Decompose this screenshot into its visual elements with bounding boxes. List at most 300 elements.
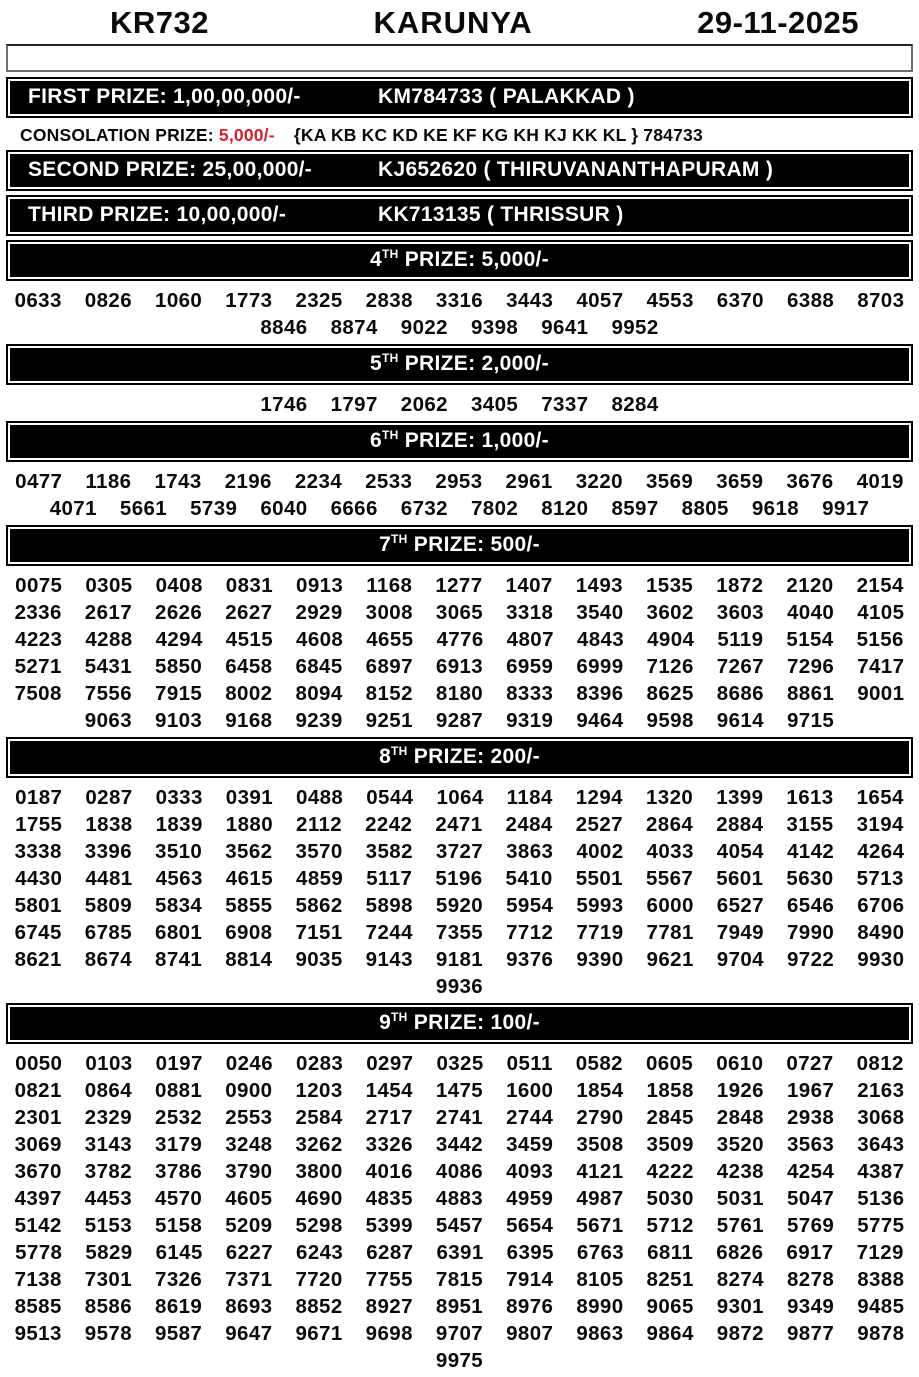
ticket-number: 9319 [506,709,554,732]
redacted-box [6,44,913,72]
ticket-number: 9103 [155,709,203,732]
ticket-number: 6040 [260,497,308,520]
ticket-number: 6527 [716,894,764,917]
ticket-number: 5410 [505,867,553,890]
ticket-number: 2163 [857,1079,905,1102]
ticket-number: 4959 [506,1187,554,1210]
ticket-number: 1880 [225,813,274,836]
third-prize-winner: KK713135 ( THRISSUR ) [378,203,624,226]
tier-6th-header [10,425,909,458]
ticket-number: 3509 [646,1133,694,1156]
ticket-number: 1277 [435,574,483,597]
tier-numbers [0,285,919,344]
ticket-number: 1535 [645,574,694,597]
number-row [0,784,919,811]
ticket-number: 9722 [786,948,835,971]
ticket-number: 6999 [576,655,624,678]
ticket-number: 8621 [14,948,62,971]
ticket-number: 9698 [365,1322,413,1345]
ticket-number: 9143 [365,948,413,971]
tier-5th-header [10,348,909,381]
ticket-number: 7244 [365,921,413,944]
consolation-series: {KA KB KC KD KE KF KG KH KJ KK KL } 784733 [293,125,703,145]
ticket-number: 3570 [295,840,343,863]
ticket-number: 8990 [576,1295,624,1318]
ticket-number: 3220 [575,470,623,493]
ticket-number: 6706 [857,894,905,917]
ticket-number: 6745 [14,921,62,944]
ticket-number: 8490 [857,921,905,944]
tier-ordinal: 9 [379,1011,392,1034]
ticket-number: 7781 [646,921,694,944]
ticket-number: 4054 [716,840,764,863]
number-row [0,1212,919,1239]
ticket-number: 3008 [365,601,413,624]
ticket-number: 1064 [436,786,484,809]
tier-numbers [0,782,919,1003]
second-prize-winner: KJ652620 ( THIRUVANANTHAPURAM ) [378,158,774,181]
ticket-number: 0325 [436,1052,484,1075]
ticket-number: 9877 [786,1322,835,1345]
ticket-number: 0297 [366,1052,414,1075]
ticket-number: 4883 [435,1187,484,1210]
second-prize-label: SECOND PRIZE: 25,00,000/- [28,158,313,181]
ticket-number: 4105 [857,601,905,624]
ticket-number: 7556 [84,682,133,705]
ticket-number: 1755 [15,813,63,836]
number-row [0,599,919,626]
first-prize-winner: KM784733 ( PALAKKAD ) [378,85,635,108]
ticket-number: 0913 [296,574,344,597]
ticket-number: 1168 [366,574,413,597]
ticket-number: 3800 [295,1160,343,1183]
ticket-number: 5047 [786,1187,835,1210]
ticket-number: 5501 [575,867,623,890]
ticket-number: 4222 [646,1160,694,1183]
ticket-number: 9181 [435,948,484,971]
ticket-number: 7815 [435,1268,484,1291]
ticket-number: 5993 [576,894,624,917]
ticket-number: 8396 [576,682,624,705]
ticket-number: 6458 [225,655,273,678]
ticket-number: 0197 [155,1052,203,1075]
ticket-number: 3562 [225,840,273,863]
ticket-number: 2196 [224,470,272,493]
ticket-number: 5862 [295,894,343,917]
number-row [0,314,919,341]
ticket-number: 1184 [506,786,553,809]
number-row [0,838,919,865]
ticket-number: 5117 [366,867,413,890]
ticket-number: 6227 [225,1241,274,1264]
tier-ordinal-suffix: TH [391,1010,408,1024]
third-prize-bar [10,199,909,232]
ticket-number: 7355 [435,921,484,944]
ticket-number: 3676 [786,470,834,493]
ticket-number: 1186 [85,470,132,493]
ticket-number: 5153 [84,1214,133,1237]
ticket-number: 8674 [84,948,133,971]
ticket-number: 3569 [645,470,694,493]
ticket-number: 8333 [506,682,554,705]
ticket-number: 6801 [155,921,203,944]
ticket-number: 6546 [786,894,835,917]
ticket-number: 9022 [400,316,448,339]
ticket-number: 4057 [576,289,624,312]
ticket-number: 2336 [14,601,62,624]
ticket-number: 2717 [365,1106,413,1129]
tier-9th-header [10,1007,909,1040]
number-row [0,1239,919,1266]
ticket-number: 6908 [225,921,273,944]
ticket-number: 5399 [365,1214,413,1237]
ticket-number: 3326 [365,1133,413,1156]
ticket-number: 1454 [365,1079,413,1102]
ticket-number: 1600 [506,1079,554,1102]
ticket-number: 4481 [85,867,133,890]
ticket-number: 8951 [435,1295,484,1318]
ticket-number: 9513 [14,1322,62,1345]
ticket-number: 0050 [15,1052,63,1075]
consolation-amount: 5,000/- [218,125,275,145]
ticket-number: 4238 [716,1160,764,1183]
ticket-number: 9707 [435,1322,484,1345]
ticket-number: 5196 [435,867,483,890]
ticket-number: 9398 [471,316,519,339]
ticket-number: 9917 [822,497,870,520]
ticket-number: 2584 [295,1106,343,1129]
ticket-number: 6000 [646,894,694,917]
ticket-number: 5030 [646,1187,694,1210]
ticket-number: 0287 [85,786,133,809]
ticket-number: 4987 [576,1187,624,1210]
ticket-number: 5778 [15,1241,63,1264]
lottery-name: KARUNYA [373,5,533,40]
ticket-number: 1407 [505,574,553,597]
ticket-number: 3790 [225,1160,273,1183]
ticket-number: 9975 [435,1349,484,1372]
tier-amount: PRIZE: 500/- [407,533,540,556]
ticket-number: 8152 [365,682,413,705]
tier-8th-header [10,741,909,774]
ticket-number: 4071 [49,497,97,520]
ticket-number: 0391 [225,786,274,809]
ticket-number: 6811 [647,1241,694,1264]
ticket-number: 6959 [506,655,554,678]
ticket-number: 7719 [576,921,624,944]
number-row [0,1347,919,1374]
ticket-number: 9647 [225,1322,273,1345]
ticket-number: 4553 [646,289,694,312]
ticket-number: 0333 [155,786,203,809]
ticket-number: 0881 [155,1079,203,1102]
ticket-number: 3396 [84,840,133,863]
ticket-number: 5855 [225,894,273,917]
ticket-number: 4655 [366,628,414,651]
ticket-number: 8976 [506,1295,554,1318]
ticket-number: 5801 [14,894,62,917]
ticket-number: 9704 [716,948,764,971]
ticket-number: 5739 [190,497,238,520]
prize-tier-5th [0,344,919,421]
number-row [0,1104,919,1131]
ticket-number: 3194 [856,813,904,836]
ticket-number: 4690 [295,1187,343,1210]
ticket-number: 9952 [611,316,659,339]
ticket-number: 4264 [857,840,905,863]
ticket-number: 2617 [84,601,133,624]
ticket-number: 7755 [365,1268,413,1291]
ticket-number: 3786 [155,1160,203,1183]
ticket-number: 1838 [85,813,133,836]
ticket-number: 1060 [155,289,203,312]
ticket-number: 1654 [856,786,904,809]
ticket-number: 4387 [857,1160,905,1183]
ticket-number: 1773 [225,289,273,312]
ticket-number: 0831 [225,574,274,597]
ticket-number: 2527 [575,813,623,836]
ticket-number: 0605 [645,1052,694,1075]
tier-amount: PRIZE: 200/- [407,745,540,768]
ticket-number: 5775 [857,1214,905,1237]
number-row [0,1185,919,1212]
ticket-number: 1294 [575,786,623,809]
tier-amount: PRIZE: 2,000/- [398,352,549,375]
ticket-number: 4859 [296,867,344,890]
prize-tiers [0,240,919,1377]
ticket-number: 3459 [506,1133,554,1156]
ticket-number: 8874 [330,316,378,339]
tier-ordinal: 8 [379,745,392,768]
ticket-number: 8002 [225,682,273,705]
ticket-number: 8861 [786,682,835,705]
number-row [0,1158,919,1185]
ticket-number: 5654 [506,1214,554,1237]
number-row [0,919,919,946]
ticket-number: 1613 [786,786,834,809]
ticket-number: 6732 [400,497,448,520]
ticket-number: 4397 [14,1187,62,1210]
ticket-number: 7326 [155,1268,203,1291]
ticket-number: 9930 [857,948,905,971]
tier-amount: PRIZE: 5,000/- [398,248,549,271]
draw-code: KR732 [110,5,209,40]
first-prize-frame [6,77,913,118]
tier-numbers [0,389,919,421]
ticket-number: 8846 [260,316,308,339]
ticket-number: 9065 [646,1295,694,1318]
ticket-number: 2329 [84,1106,133,1129]
ticket-number: 0633 [14,289,62,312]
ticket-number: 5761 [716,1214,764,1237]
tier-ordinal-suffix: TH [391,744,408,758]
ticket-number: 5630 [786,867,834,890]
ticket-number: 9001 [857,682,905,705]
ticket-number: 1475 [435,1079,484,1102]
ticket-number: 4453 [84,1187,133,1210]
consolation-label: CONSOLATION PRIZE: [20,125,214,145]
ticket-number: 3510 [155,840,203,863]
tier-8th-bar-frame [6,737,913,778]
ticket-number: 8703 [857,289,905,312]
tier-amount: PRIZE: 1,000/- [398,429,549,452]
ticket-number: 8278 [786,1268,835,1291]
number-row [0,572,919,599]
ticket-number: 9349 [786,1295,835,1318]
ticket-number: 9618 [751,497,800,520]
ticket-number: 4608 [296,628,344,651]
tier-ordinal-suffix: TH [381,247,399,261]
ticket-number: 4223 [15,628,63,651]
ticket-number: 1399 [716,786,764,809]
ticket-number: 9301 [716,1295,764,1318]
ticket-number: 5920 [435,894,484,917]
ticket-number: 5898 [365,894,413,917]
ticket-number: 5850 [155,655,203,678]
ticket-number: 3540 [576,601,624,624]
ticket-number: 8741 [155,948,203,971]
ticket-number: 3603 [716,601,764,624]
ticket-number: 5829 [85,1241,133,1264]
ticket-number: 4294 [155,628,203,651]
tier-amount: PRIZE: 100/- [407,1011,540,1034]
ticket-number: 2234 [294,470,343,493]
third-prize-label: THIRD PRIZE: 10,00,000/- [28,203,287,226]
number-row [0,865,919,892]
tier-5th-bar-frame [6,344,913,385]
ticket-number: 9168 [225,709,273,732]
ticket-number: 9464 [576,709,624,732]
ticket-number: 4843 [576,628,625,651]
ticket-number: 7301 [84,1268,133,1291]
ticket-number: 8388 [857,1268,905,1291]
ticket-number: 8625 [646,682,694,705]
ticket-number: 4142 [786,840,835,863]
ticket-number: 7949 [716,921,764,944]
ticket-number: 9864 [646,1322,694,1345]
ticket-number: 9390 [576,948,624,971]
ticket-number: 8094 [295,682,343,705]
ticket-number: 2848 [716,1106,764,1129]
ticket-number: 9063 [84,709,133,732]
ticket-number: 8805 [681,497,729,520]
ticket-number: 2471 [435,813,483,836]
ticket-number: 3670 [14,1160,62,1183]
ticket-number: 5712 [646,1214,694,1237]
ticket-number: 4776 [436,628,484,651]
first-prize-bar [10,81,909,114]
ticket-number: 1493 [575,574,623,597]
number-row [0,946,919,973]
ticket-number: 9614 [716,709,764,732]
ticket-number: 2884 [716,813,764,836]
ticket-number: 5031 [716,1187,764,1210]
ticket-number: 2864 [645,813,694,836]
ticket-number: 3659 [716,470,764,493]
ticket-number: 2929 [295,601,343,624]
ticket-number: 3442 [435,1133,484,1156]
ticket-number: 9641 [541,316,589,339]
ticket-number: 7802 [471,497,519,520]
ticket-number: 4002 [576,840,624,863]
ticket-number: 0826 [84,289,133,312]
ticket-number: 5209 [225,1214,273,1237]
ticket-number: 4086 [435,1160,484,1183]
ticket-number: 0821 [14,1079,62,1102]
tier-ordinal-suffix: TH [381,351,399,365]
ticket-number: 8686 [716,682,764,705]
ticket-number: 5457 [435,1214,484,1237]
ticket-number: 5142 [14,1214,62,1237]
ticket-number: 6763 [576,1241,625,1264]
ticket-number: 8619 [155,1295,203,1318]
ticket-number: 7508 [14,682,62,705]
ticket-number: 7371 [225,1268,273,1291]
ticket-number: 4605 [225,1187,273,1210]
ticket-number: 6243 [296,1241,344,1264]
ticket-number: 2627 [225,601,273,624]
ticket-number: 9715 [786,709,835,732]
ticket-number: 7138 [14,1268,62,1291]
ticket-number: 3405 [471,393,519,416]
prize-tier-8th [0,737,919,1003]
ticket-number: 2744 [506,1106,554,1129]
ticket-number: 6145 [155,1241,203,1264]
ticket-number: 5661 [119,497,168,520]
ticket-number: 9376 [506,948,554,971]
ticket-number: 6845 [295,655,343,678]
number-row [0,287,919,314]
ticket-number: 8693 [225,1295,273,1318]
number-row [0,1131,919,1158]
ticket-number: 6388 [786,289,835,312]
ticket-number: 9598 [646,709,694,732]
tier-numbers [0,1048,919,1377]
ticket-number: 9578 [84,1322,133,1345]
ticket-number: 5158 [155,1214,203,1237]
number-row [0,468,919,495]
ticket-number: 3563 [786,1133,835,1156]
ticket-number: 9587 [155,1322,203,1345]
ticket-number: 9035 [295,948,343,971]
ticket-number: 3069 [14,1133,62,1156]
ticket-number: 5271 [14,655,62,678]
ticket-number: 5769 [786,1214,835,1237]
ticket-number: 0408 [155,574,203,597]
ticket-number: 1872 [716,574,764,597]
ticket-number: 1203 [295,1079,343,1102]
ticket-number: 0075 [15,574,63,597]
ticket-number: 0812 [856,1052,904,1075]
ticket-number: 0103 [85,1052,133,1075]
ticket-number: 2553 [225,1106,273,1129]
ticket-number: 5954 [506,894,554,917]
ticket-number: 3443 [506,289,554,312]
ticket-number: 8597 [611,497,659,520]
ticket-number: 3068 [857,1106,905,1129]
ticket-number: 3508 [576,1133,624,1156]
ticket-number: 5431 [84,655,133,678]
ticket-number: 2062 [400,393,448,416]
ticket-number: 4016 [365,1160,413,1183]
ticket-number: 2961 [505,470,553,493]
ticket-number: 5119 [717,628,764,651]
ticket-number: 9936 [435,975,484,998]
number-row [0,680,919,707]
ticket-number: 3520 [716,1133,764,1156]
ticket-number: 4033 [646,840,694,863]
ticket-number: 1967 [786,1079,835,1102]
